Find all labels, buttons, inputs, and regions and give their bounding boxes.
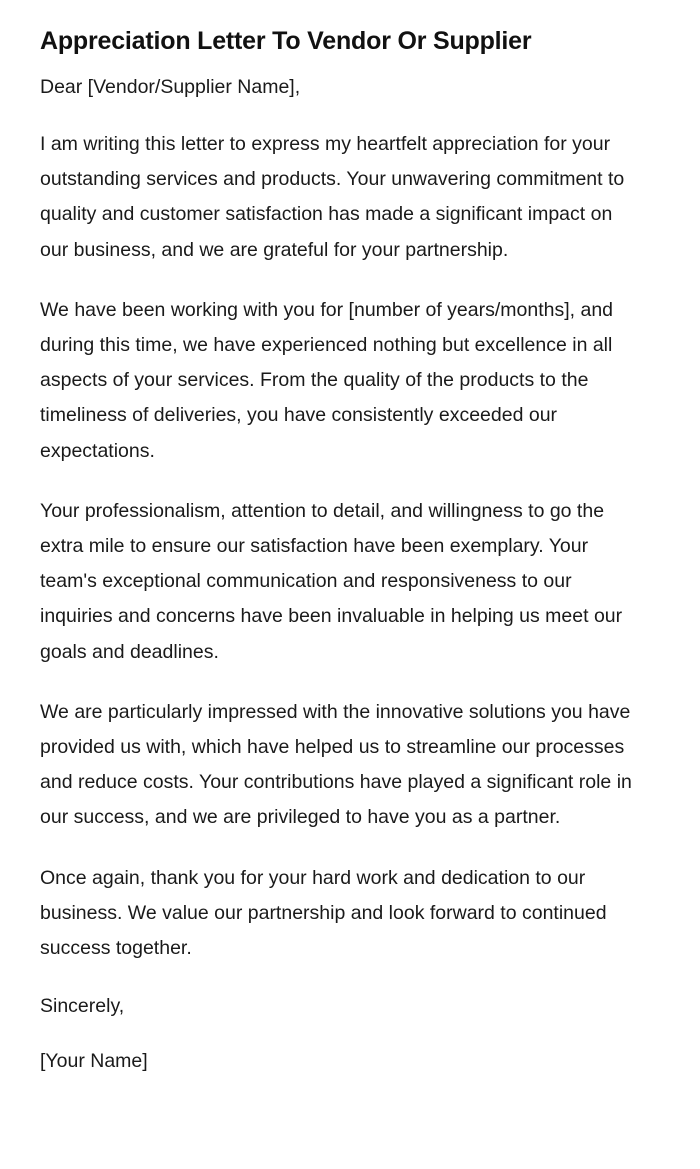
letter-title: Appreciation Letter To Vendor Or Supplier (40, 27, 532, 55)
letter-document (40, 0, 645, 1076)
letter-paragraph: I am writing this letter to express my heartfelt appreciation for your outstanding services and products. Your unwavering commitment to quality and customer satisfaction has made a significant impact on our business, and we are grateful for your partnership. (40, 133, 625, 261)
letter-paragraph: We are particularly impressed with the innovative solutions you have provided us with, which have helped us to streamline our processes and reduce costs. Your contributions have played a significant role in our success, and we are privileged to have you as a partner. (40, 700, 632, 829)
letter-paragraph: Your professionalism, attention to detail, and willingness to go the extra mile to ensure our satisfaction have been exemplary. Your team's exceptional communication and responsiveness to our inquiries and concerns have been invaluable in helping us meet our goals and deadlines. (40, 499, 623, 663)
letter-paragraph: We have been working with you for [number of years/months], and during this time, we have experienced nothing but excellence in all aspects of your services. From the quality of the products to the timeliness of deliveries, you have consistently exceeded our expectations. (40, 298, 614, 462)
letter-signature: [Your Name] (40, 1050, 148, 1073)
letter-paragraph: Once again, thank you for your hard work and dedication to our business. We value our partnership and look forward to continued success together. (40, 866, 607, 960)
letter-salutation: Dear [Vendor/Supplier Name], (40, 76, 301, 98)
letter-closing: Sincerely, (40, 995, 125, 1018)
